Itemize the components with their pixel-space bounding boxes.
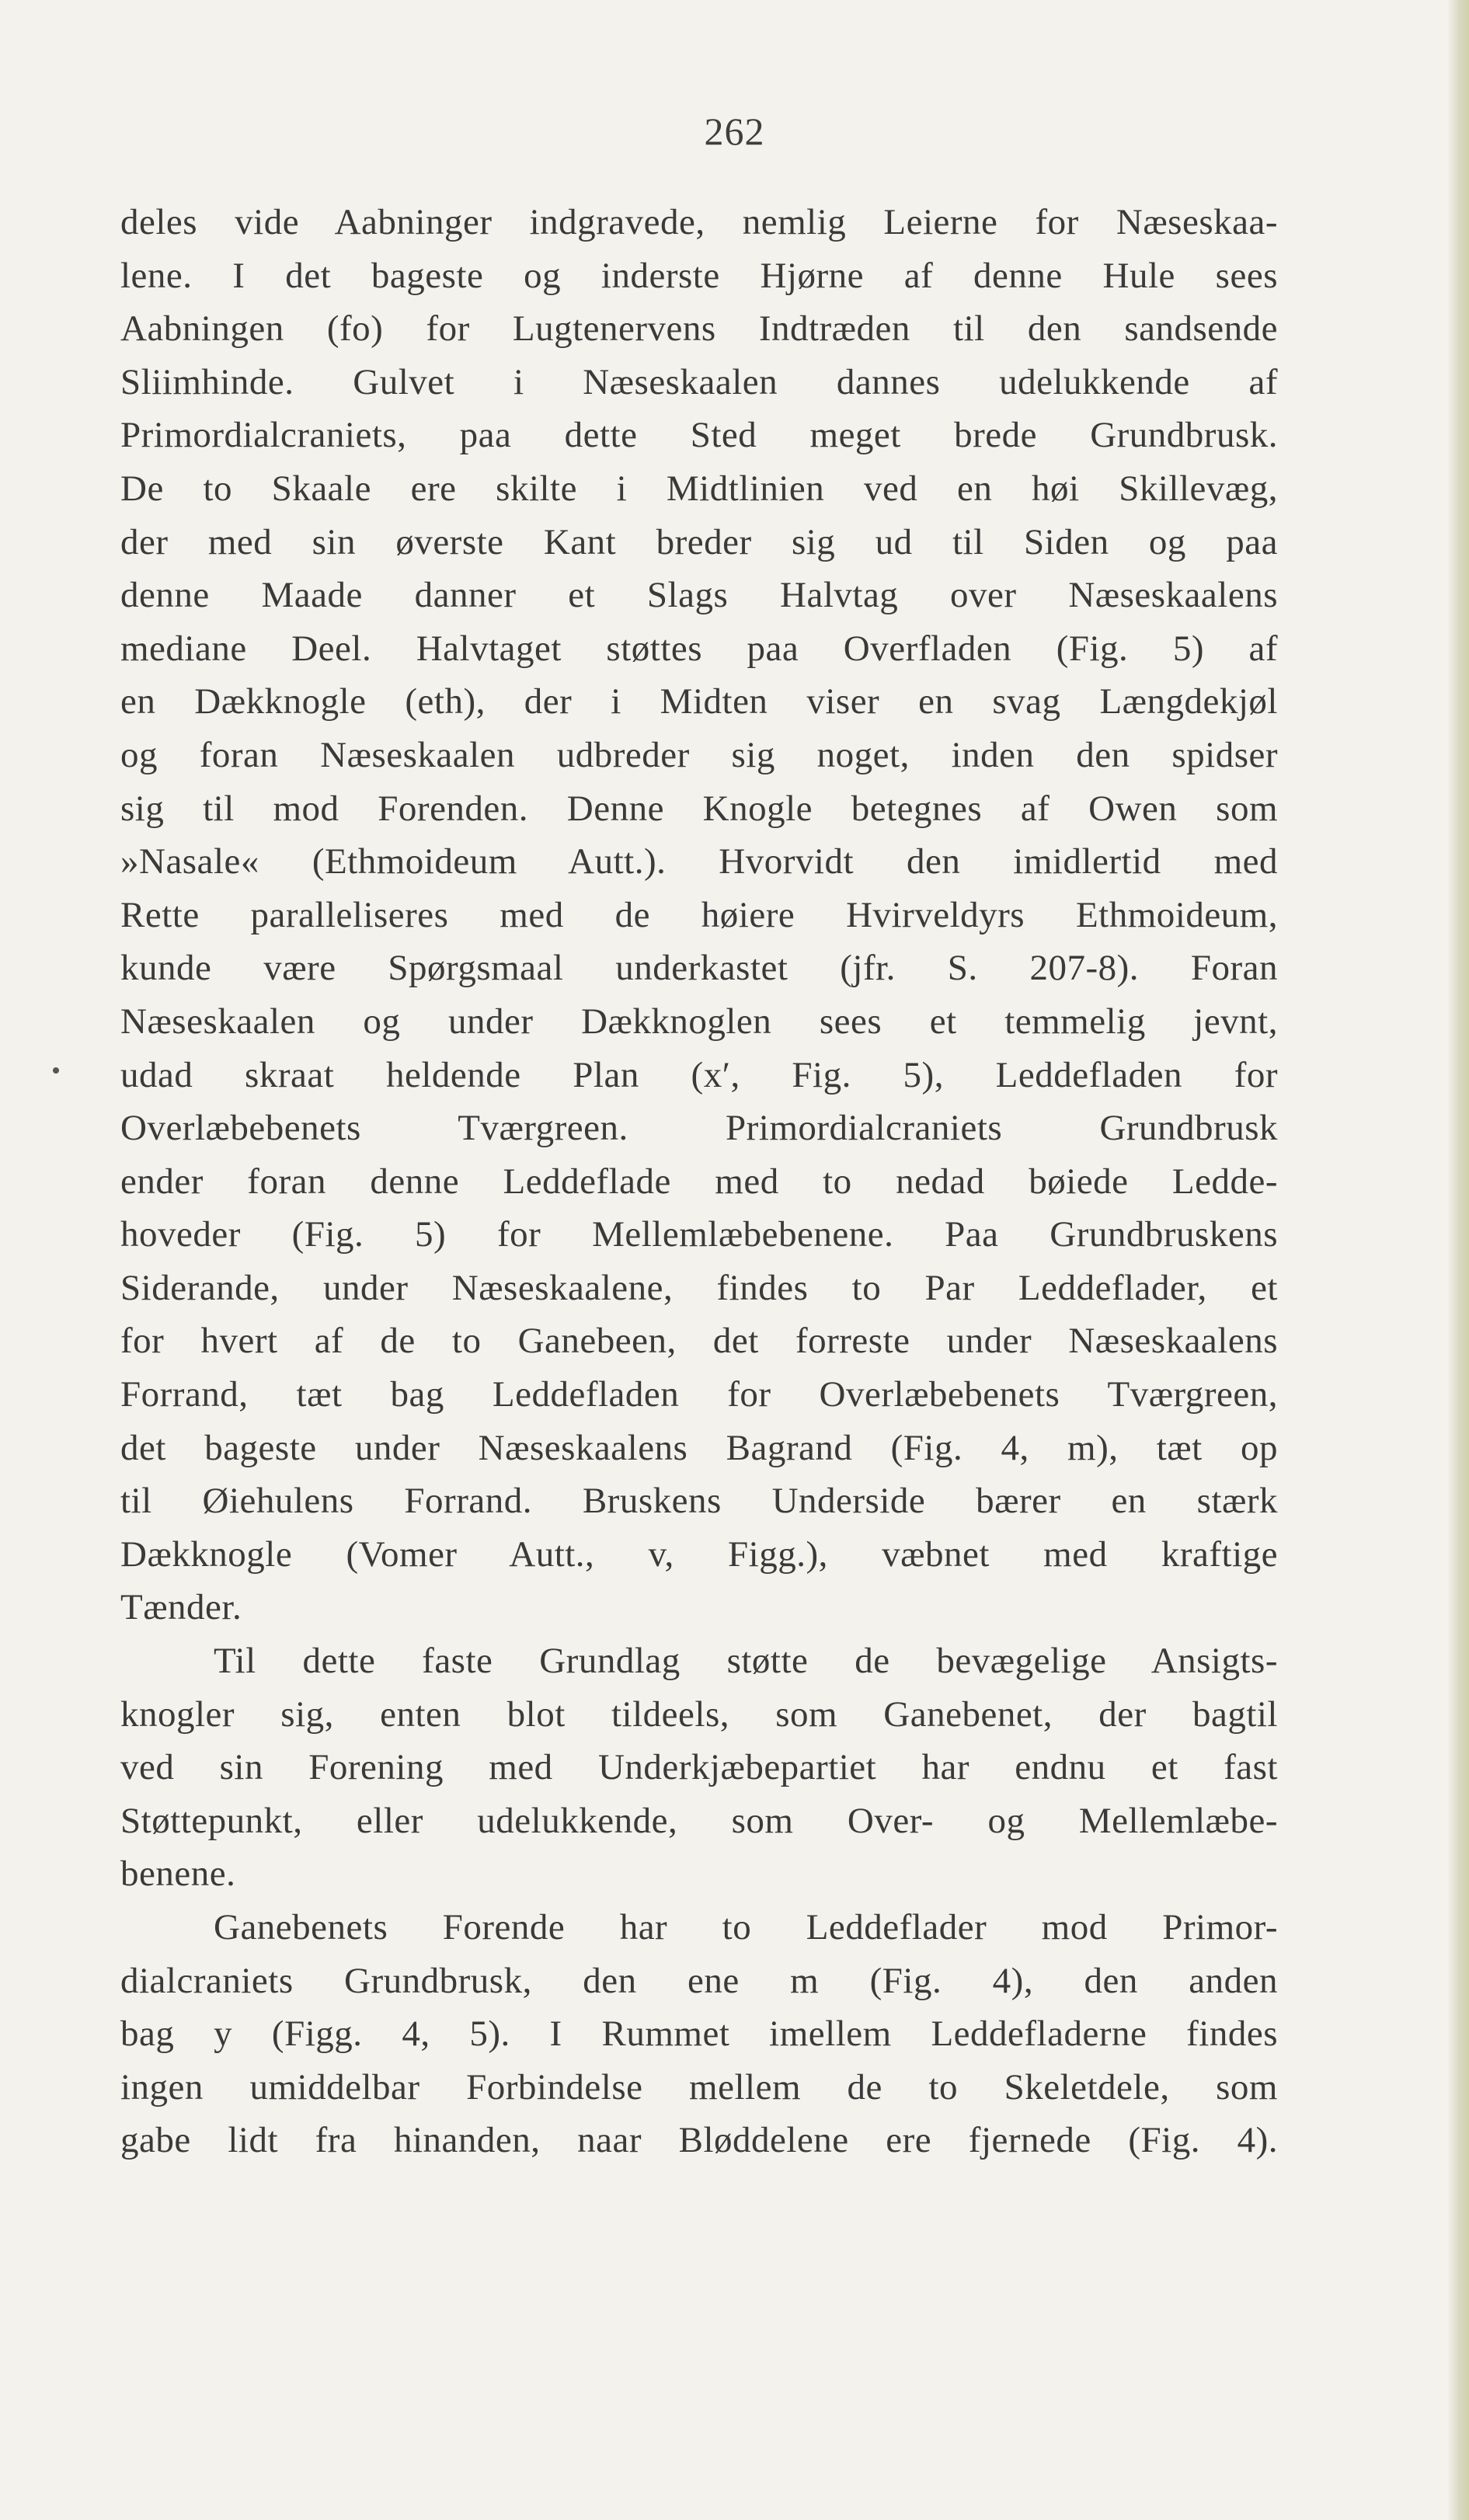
text-line: denne Maade danner et Slags Halvtag over Næseskaalens — [120, 575, 1278, 616]
text-line: der med sin øverste Kant breder sig ud til Siden og paa — [120, 521, 1278, 562]
text-line: »Nasale« (Ethmoideum Autt.). Hvorvidt den imidlertid med — [120, 841, 1278, 882]
text-line: ved sin Forening med Underkjæbepartiet har endnu et fast — [120, 1747, 1278, 1788]
text-line: det bageste under Næseskaalens Bagrand (Fig. 4, m), tæt op — [120, 1427, 1278, 1468]
text-line: benene. — [120, 1853, 236, 1895]
text-line: Sliimhinde. Gulvet i Næseskaalen dannes udelukkende af — [120, 361, 1278, 402]
text-line: ender foran denne Leddeflade med to nedad bøiede Ledde- — [120, 1161, 1278, 1202]
text-line: Rette paralleliseres med de høiere Hvirveldyrs Ethmoideum, — [120, 894, 1278, 935]
margin-mark — [53, 1067, 59, 1074]
text-line: Støttepunkt, eller udelukkende, som Over- og Mellemlæbe- — [120, 1800, 1278, 1841]
text-line: dialcraniets Grundbrusk, den ene m (Fig. 4), den anden — [120, 1960, 1278, 2001]
text-line: og foran Næseskaalen udbreder sig noget, inden den spidser — [120, 734, 1278, 775]
text-line: sig til mod Forenden. Denne Knogle betegnes af Owen som — [120, 788, 1278, 829]
body-text — [120, 196, 1278, 2167]
text-line: til Øiehulens Forrand. Bruskens Underside bærer en stærk — [120, 1481, 1278, 1522]
text-line: mediane Deel. Halvtaget støttes paa Overfladen (Fig. 5) af — [120, 628, 1278, 669]
text-line: bag y (Figg. 4, 5). I Rummet imellem Leddefladerne findes — [120, 2014, 1278, 2055]
text-line: ingen umiddelbar Forbindelse mellem de to Skeletdele, som — [120, 2066, 1278, 2108]
text-line: Primordialcraniets, paa dette Sted meget brede Grundbrusk. — [120, 415, 1278, 456]
text-line: udad skraat heldende Plan (x′, Fig. 5), Leddefladen for — [120, 1054, 1278, 1095]
text-line: Til dette faste Grundlag støtte de bevægelige Ansigts- — [214, 1641, 1278, 1682]
text-line: De to Skaale ere skilte i Midtlinien ved en høi Skillevæg, — [120, 468, 1278, 509]
text-line: knogler sig, enten blot tildeels, som Ganebenet, der bagtil — [120, 1693, 1278, 1735]
text-line: Tænder. — [120, 1587, 242, 1628]
page-number: 262 — [704, 110, 765, 153]
text-line: Forrand, tæt bag Leddefladen for Overlæbebenets Tværgreen, — [120, 1374, 1278, 1415]
text-line: kunde være Spørgsmaal underkastet (jfr. S. 207-8). Foran — [120, 948, 1278, 989]
text-line: deles vide Aabninger indgravede, nemlig Leierne for Næseskaa- — [120, 202, 1278, 242]
text-line: for hvert af de to Ganebeen, det forreste under Næseskaalens — [120, 1321, 1278, 1362]
text-line: gabe lidt fra hinanden, naar Bløddelene ere fjernede (Fig. 4). — [120, 2120, 1278, 2161]
text-line: Aabningen (fo) for Lugtenervens Indtræden til den sandsende — [120, 308, 1278, 350]
text-line: en Dækknogle (eth), der i Midten viser en svag Længdekjøl — [120, 681, 1278, 722]
text-line: Ganebenets Forende har to Leddeflader mod Primor- — [214, 1907, 1278, 1947]
text-line: Siderande, under Næseskaalene, findes to Par Leddeflader, et — [120, 1267, 1278, 1308]
text-line: hoveder (Fig. 5) for Mellemlæbebenene. Paa Grundbruskens — [120, 1214, 1278, 1255]
text-line: Næseskaalen og under Dækknoglen sees et temmelig jevnt, — [120, 1001, 1278, 1042]
text-line: lene. I det bageste og inderste Hjørne af denne Hule sees — [120, 255, 1278, 296]
text-line: Overlæbebenets Tværgreen. Primordialcraniets Grundbrusk — [120, 1108, 1278, 1149]
page-edge-shadow — [1447, 0, 1469, 2520]
text-line: Dækknogle (Vomer Autt., v, Figg.), væbnet med kraftige — [120, 1533, 1278, 1575]
